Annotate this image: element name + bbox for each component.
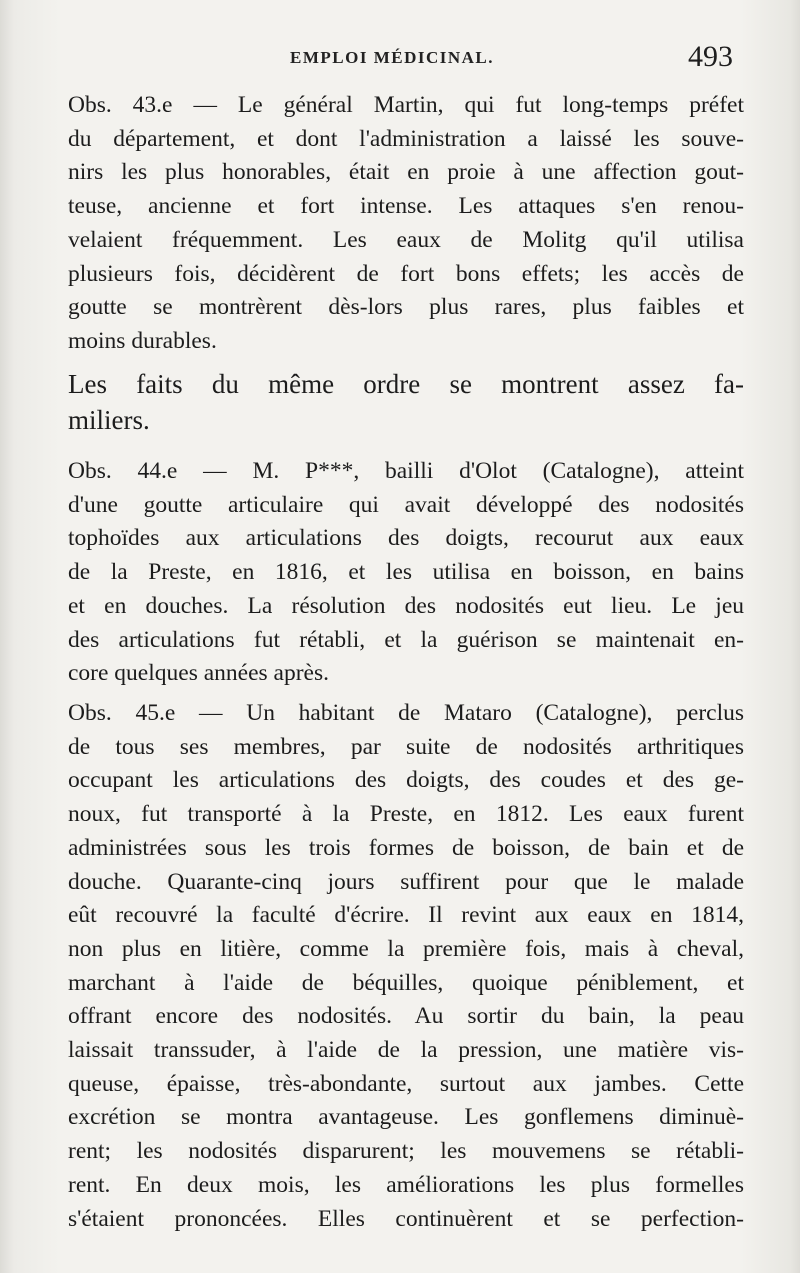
text-line: queuse, épaisse, très-abondante, surtout aux jambes. Cette [68,1070,744,1097]
page-number: 493 [688,40,733,73]
text-line: du département, et dont l'administration a laissé les souve- [68,125,744,152]
text-line: des articulations fut rétabli, et la guérison se maintenait en- [68,626,744,653]
text-line: nirs les plus honorables, était en proie à une affection gout- [68,159,744,186]
text-line: goutte se montrèrent dès-lors plus rares, plus faibles et [68,294,744,321]
text-line: teuse, ancienne et fort intense. Les attaques s'en renou- [68,193,744,220]
text-line: Obs. 45.e — Un habitant de Mataro (Catalogne), perclus [68,700,744,726]
text-line: laissait transsuder, à l'aide de la pression, une matière vis- [68,1037,744,1064]
observation-43-paragraph [68,89,748,359]
text-line: eût recouvré la faculté d'écrire. Il revint aux eaux en 1814, [68,902,744,929]
text-line: excrétion se montra avantageuse. Les gonflemens diminuè- [68,1104,744,1131]
text-line: miliers. [68,405,150,435]
text-line: tophoïdes aux articulations des doigts, recourut aux eaux [68,525,744,552]
text-line: velaient fréquemment. Les eaux de Molitg qu'il utilisa [68,226,744,253]
text-line: Les faits du même ordre se montrent assez fa- [68,369,744,399]
text-line: s'étaient prononcées. Elles continuèrent et se perfection- [68,1205,744,1232]
text-line: moins durables. [68,327,217,354]
text-line: rent; les nodosités disparurent; les mouvemens se rétabli- [68,1138,744,1165]
text-line: noux, fut transporté à la Preste, en 1812. Les eaux furent [68,801,744,828]
observation-44-paragraph [68,455,748,691]
text-line: core quelques années après. [68,660,329,687]
observation-45-paragraph [68,697,748,1236]
text-line: douche. Quarante-cinq jours suffirent pour que le malade [68,868,744,895]
text-line: marchant à l'aide de béquilles, quoique péniblement, et [68,969,744,996]
text-line: offrant encore des nodosités. Au sortir du bain, la peau [68,1003,744,1030]
text-line: plusieurs fois, décidèrent de fort bons effets; les accès de [68,260,744,287]
text-line: et en douches. La résolution des nodosités eut lieu. Le jeu [68,592,744,619]
text-line: administrées sous les trois formes de boisson, de bain et de [68,834,744,861]
running-title: EMPLOI MÉDICINAL. [290,48,495,67]
text-line: de la Preste, en 1816, et les utilisa en boisson, en bains [68,559,744,586]
text-line: occupant les articulations des doigts, des coudes et des ge- [68,767,744,794]
text-line: de tous ses membres, par suite de nodosités arthritiques [68,733,744,760]
text-line: non plus en litière, comme la première fois, mais à cheval, [68,935,744,962]
general-remark-paragraph [68,366,748,438]
text-line: rent. En deux mois, les améliorations les plus formelles [68,1171,744,1198]
text-line: Obs. 43.e — Le général Martin, qui fut long-temps préfet [68,92,744,118]
text-line: Obs. 44.e — M. P***, bailli d'Olot (Catalogne), atteint [68,458,744,484]
text-line: d'une goutte articulaire qui avait développé des nodosités [68,491,744,518]
